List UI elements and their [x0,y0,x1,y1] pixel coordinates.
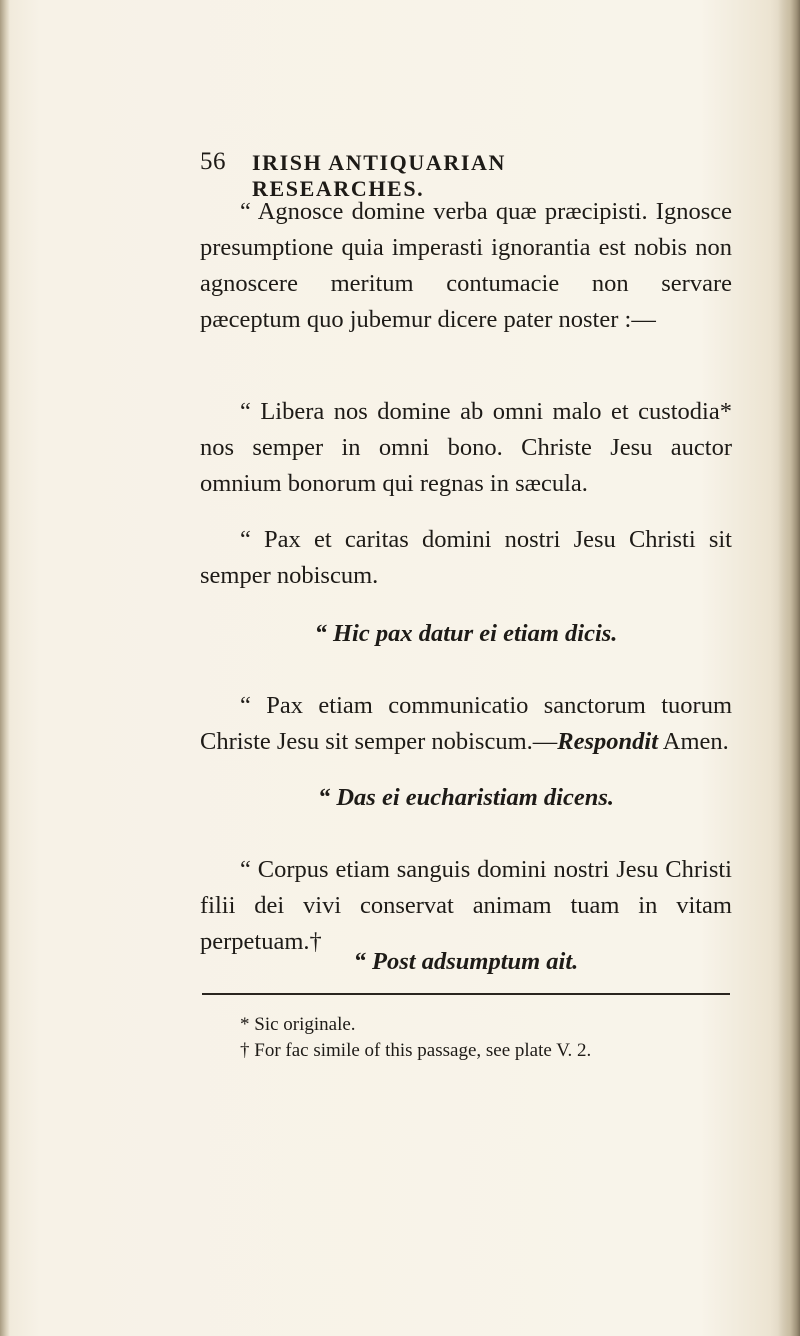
footnote-2: † For fac simile of this passage, see plate V. 2. [240,1040,592,1061]
page-edge-shadow [778,0,800,1336]
paragraph-text: “ Libera nos domine ab omni malo et custodia* nos semper in omni bono. Christe Jesu auctor omnium bonorum qui regnas in sæcula. [200,398,732,497]
page-number: 56 [200,148,226,175]
paragraph-libera [200,394,732,502]
paragraph-agnosce [200,194,732,338]
rubric-hic-pax: “ Hic pax datur ei etiam dicis. [314,620,618,647]
rubric-post-adsumptum: “ Post adsumptum ait. [353,948,579,975]
paragraph-pax-communicatio [200,688,732,760]
paragraph-text: “ Pax et caritas domini nostri Jesu Christi sit semper nobiscum. [200,526,732,589]
response-label: Respondit [557,728,659,755]
page-gutter-shadow [0,0,10,1336]
rubric-das-ei: “ Das ei eucharistiam dicens. [317,784,615,811]
footnote-rule [202,993,730,995]
paragraph-text: “ Pax etiam communicatio sanctorum tuorum Christe Jesu sit semper nobiscum.— [200,692,732,755]
footnote-1: * Sic originale. [240,1014,356,1035]
paragraph-text: “ Agnosce domine verba quæ præcipisti. Ignosce presumptione quia imperasti ignorantia est nobis non agnoscere meritum contumacie non servare pæceptum quo jubemur dicere pater noster :— [200,198,732,333]
paragraph-text-end: Amen. [658,728,729,755]
page-header [200,148,680,201]
paragraph-pax-caritas [200,522,732,594]
running-head: IRISH ANTIQUARIAN RESEARCHES. [252,150,506,201]
paragraph-text: “ Corpus etiam sanguis domini nostri Jesu Christi filii dei vivi conservat animam tuam in vitam perpetuam.† [200,856,732,955]
